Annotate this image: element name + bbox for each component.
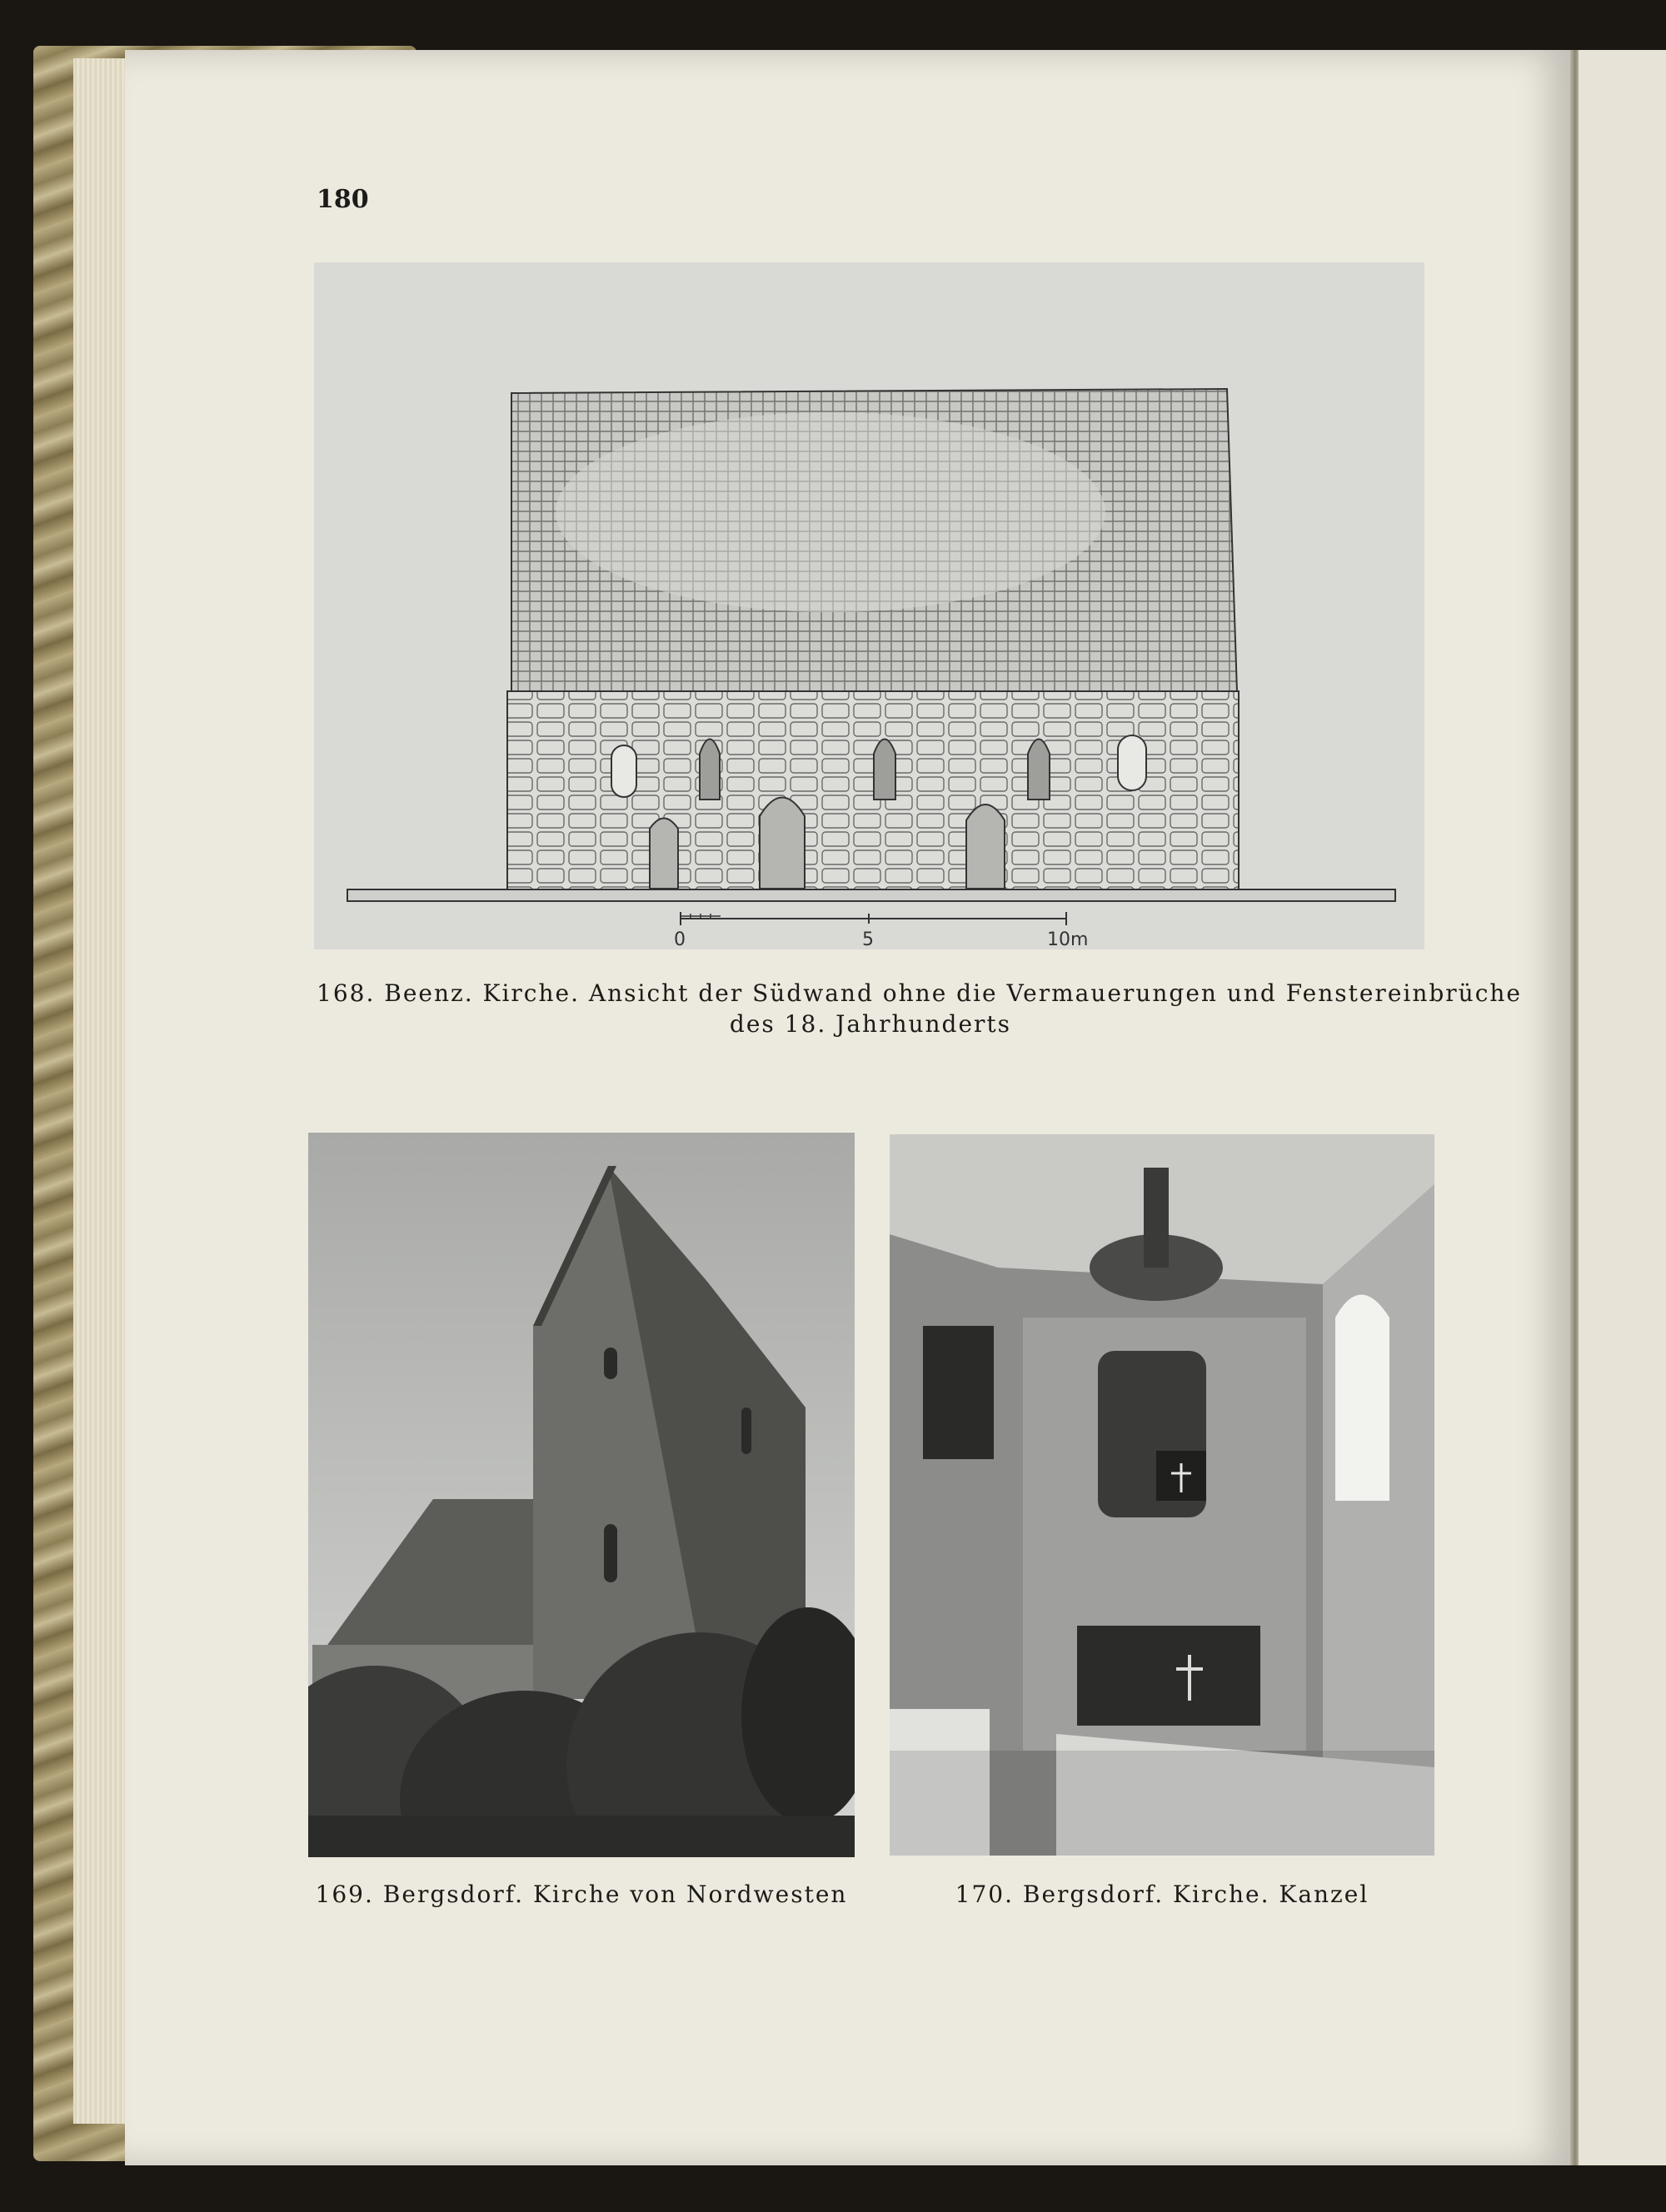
figure-169-church-photo <box>308 1133 855 1857</box>
scale-label-0: 0 <box>674 929 686 949</box>
figure-170-caption: 170. Bergsdorf. Kirche. Kanzel <box>955 1881 1369 1908</box>
scale-label-5: 5 <box>862 929 874 949</box>
figure-168-elevation-drawing <box>314 262 1424 949</box>
facing-page <box>1579 50 1666 2165</box>
page-number: 180 <box>317 185 369 214</box>
figure-168-caption-continued: des 18. Jahrhunderts <box>729 1010 1012 1038</box>
figure-169-caption: 169. Bergsdorf. Kirche von Nordwesten <box>315 1881 848 1908</box>
scale-label-10m: 10m <box>1047 929 1089 949</box>
figure-168-caption: 168. Beenz. Kirche. Ansicht der Südwand ohne die Vermauerungen und Fenstereinbrüche <box>317 979 1522 1007</box>
figure-170-pulpit-photo <box>890 1134 1434 1856</box>
